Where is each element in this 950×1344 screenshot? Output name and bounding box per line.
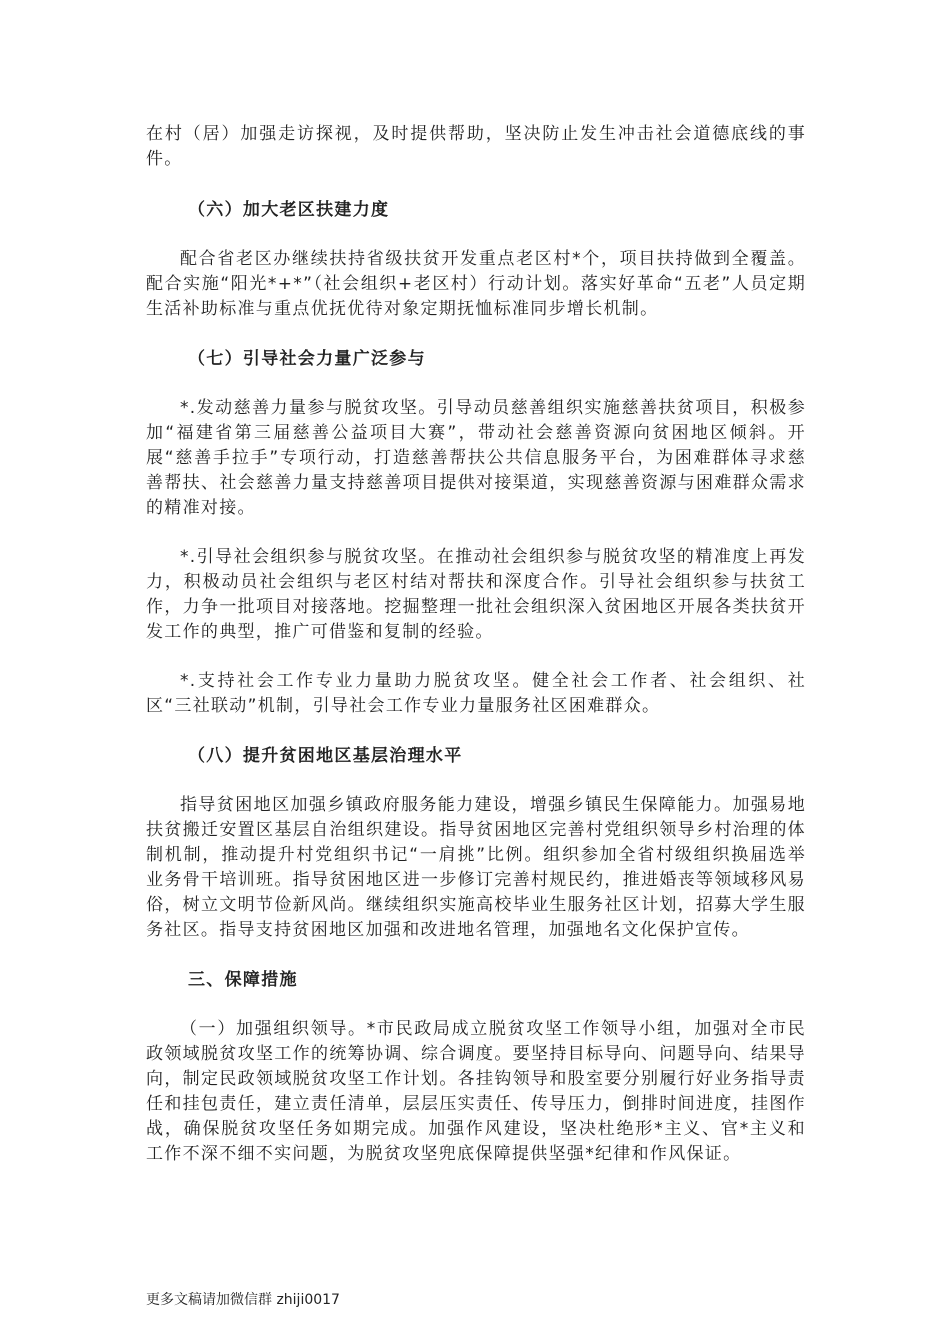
section-heading-6: （六）加大老区扶建力度 — [188, 200, 390, 220]
paragraph-section-7-item-1: *.发动慈善力量参与脱贫攻坚。引导动员慈善组织实施慈善扶贫项目，积极参加“福建省第三届慈善公益项目大赛”，带动社会慈善资源向贫困地区倾斜。开展“慈善手拉手”专项行动，打造慈善帮扶公共信息服务平台，为困难群体寻求慈善帮扶、社会慈善力量支持慈善项目提供对接渠道，实现慈善资源与困难群众需求的精准对接。 — [146, 398, 806, 518]
section-heading-7: （七）引导社会力量广泛参与 — [188, 349, 426, 369]
paragraph-intro: 在村（居）加强走访探视，及时提供帮助，坚决防止发生冲击社会道德底线的事件。 — [146, 124, 806, 169]
paragraph-section-7-item-3: *.支持社会工作专业力量助力脱贫攻坚。健全社会工作者、社会组织、社区“三社联动”机制，引导社会工作专业力量服务社区困难群众。 — [146, 671, 806, 716]
chapter-heading-3: 三、保障措施 — [188, 970, 298, 990]
paragraph-section-7-item-2: *.引导社会组织参与脱贫攻坚。在推动社会组织参与脱贫攻坚的精准度上再发力，积极动员社会组织与老区村结对帮扶和深度合作。引导社会组织参与扶贫工作，力争一批项目对接落地。挖掘整理一批社会组织深入贫困地区开展各类扶贫开发工作的典型，推广可借鉴和复制的经验。 — [146, 547, 806, 642]
paragraph-section-8: 指导贫困地区加强乡镇政府服务能力建设，增强乡镇民生保障能力。加强易地扶贫搬迁安置区基层自治组织建设。指导贫困地区完善村党组织领导乡村治理的体制机制，推动提升村党组织书记“一肩挑”比例。组织参加全省村级组织换届选举业务骨干培训班。指导贫困地区进一步修订完善村规民约，推进婚丧等领域移风易俗，树立文明节俭新风尚。继续组织实施高校毕业生服务社区计划，招募大学生服务社区。指导支持贫困地区加强和改进地名管理，加强地名文化保护宣传。 — [146, 795, 806, 940]
document-body — [146, 122, 806, 1167]
page-footer: 更多文稿请加微信群 zhiji0017 — [146, 1292, 340, 1308]
section-heading-8: （八）提升贫困地区基层治理水平 — [188, 746, 463, 766]
paragraph-chapter-3-item-1: （一）加强组织领导。*市民政局成立脱贫攻坚工作领导小组，加强对全市民政领域脱贫攻坚工作的统筹协调、综合调度。要坚持目标导向、问题导向、结果导向，制定民政领域脱贫攻坚工作计划。各挂钩领导和股室要分别履行好业务指导责任和挂包责任，建立责任清单，层层压实责任、传导压力，倒排时间进度，挂图作战，确保脱贫攻坚任务如期完成。加强作风建设，坚决杜绝形*主义、官*主义和工作不深不细不实问题，为脱贫攻坚兜底保障提供坚强*纪律和作风保证。 — [146, 1019, 806, 1164]
paragraph-section-6: 配合省老区办继续扶持省级扶贫开发重点老区村*个，项目扶持做到全覆盖。配合实施“阳光*+*”（社会组织+老区村）行动计划。落实好革命“五老”人员定期生活补助标准与重点优抚优待对象定期抚恤标准同步增长机制。 — [146, 249, 806, 319]
